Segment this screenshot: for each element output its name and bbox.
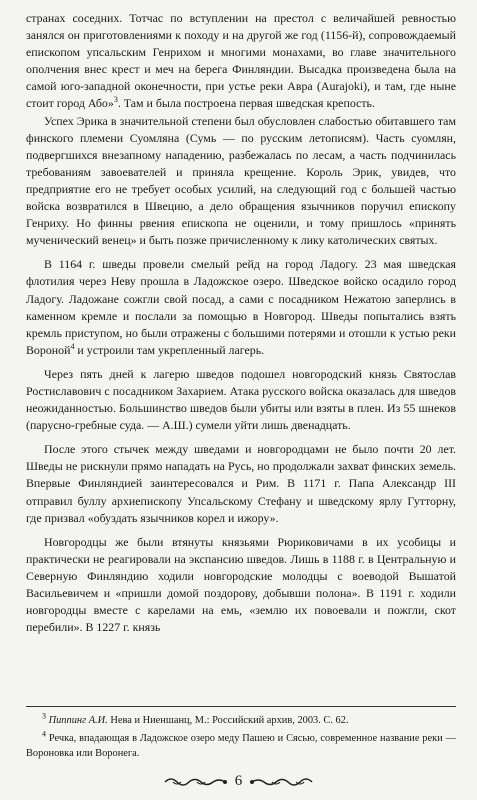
footnote-4: $^4$ Речка, впадающая в Ладожское озеро меду Пашею и Сясью, современное название реки — Вороновка или Воронега. [26,729,456,759]
page-footer [0,773,477,790]
scroll-ornament-icon [250,776,314,788]
paragraph-1: странах соседних. Тотчас по вступлении на престол с величайшей ревностью занялся он приготовлениями к походу и на другой же год (1156-й), сопровождаемый епископом упсальским Генрихом и многими монахами, во главе значительного ополчения внес крест и меч на берега Финляндии. Высадка произведена была на самой юго-западной оконечности, при устье реки Авра (Aurajoki), и там, где ныне стоит город Або»$^3$. Там и была построена первая шведская крепость. [26,11,456,111]
body-text [26,10,456,636]
page-number: 6 [234,773,243,789]
paragraph-4: Через пять дней к лагерю шведов подошел новгородский князь Святослав Ростиславович с посадником Захарием. Атака русского войска оказалась для шведов неожиданностью. Большинство шведов были убиты или взяты в плен. Из 55 шнеков (парусно-гребные суда. — А.Ш.) сумели уйти лишь двенадцать. [26,366,456,433]
footnote-ref-4: 4 [70,341,75,351]
paragraph-3: В 1164 г. шведы провели смелый рейд на город Ладогу. 23 мая шведская флотилия через Неву прошла в Ладожское озеро. Шведское войско осадило город Ладогу. Ладожане сожгли свой посад, а сами с посадником Нежатою заперлись в каменном кремле и послали за помощью в Новгород. Шведы попытались взять кремль приступом, но были отражены с большими потерями и отошли к устью реки Вороной$^4$ и устроили там укрепленный лагерь. [26,257,456,357]
footnote-ref-3: 3 [113,95,118,105]
scroll-ornament-icon [163,776,227,788]
footnotes [26,706,456,764]
paragraph-2: Успех Эрика в значительной степени был обусловлен слабостью обитавшего там финского племени Суомляна (Сумь — по русским летописям). Часть суомлян, подвергшихся внезапному нападению, разбежалась по лесам, а часть подчинилась требованиям завоевателей и приняла крещение. Король Эрик, увидев, что предприятие его не требует особых усилий, на следующий год с большей частью войска возвратился в Швецию, а дело обращения язычников поручил епископу Генриху. Но финны рвения епископа не оценили, и тому пришлось «принять мученический венец» и быть позже причисленному к лику католических святых. [26,113,456,248]
paragraph-6: Новгородцы же были втянуты князьями Рюриковичами в их усобицы и практически не реагировали на экспансию шведов. Лишь в 1188 г. в Центральную и Северную Финляндию ходили новгородские молодцы с воеводой Вышатой Васильевичем и «пришли домой поздорову, добывши полона». В 1191 г. ходили новгородцы вместе с карелами на емь, «землю их повоевали и пожгли, скот перебили». В 1227 г. князь [26,534,456,635]
footnote-3: $^3$ Пиппинг А.И. Нева и Ниеншанц, М.: Российский архив, 2003. С. 62. [42,711,349,726]
paragraph-5: После этого стычек между шведами и новгородцами не было почти 20 лет. Шведы не рискнули прямо нападать на Русь, но продолжали захват финских земель. Впервые Финляндией заинтересовался и Рим. В 1171 г. Папа Александр III отправил буллу архиепископу Упсальскому Стефану и шведскому ярлу Гутторну, где призвал «обуздать язычников корел и ижору». [26,442,456,525]
